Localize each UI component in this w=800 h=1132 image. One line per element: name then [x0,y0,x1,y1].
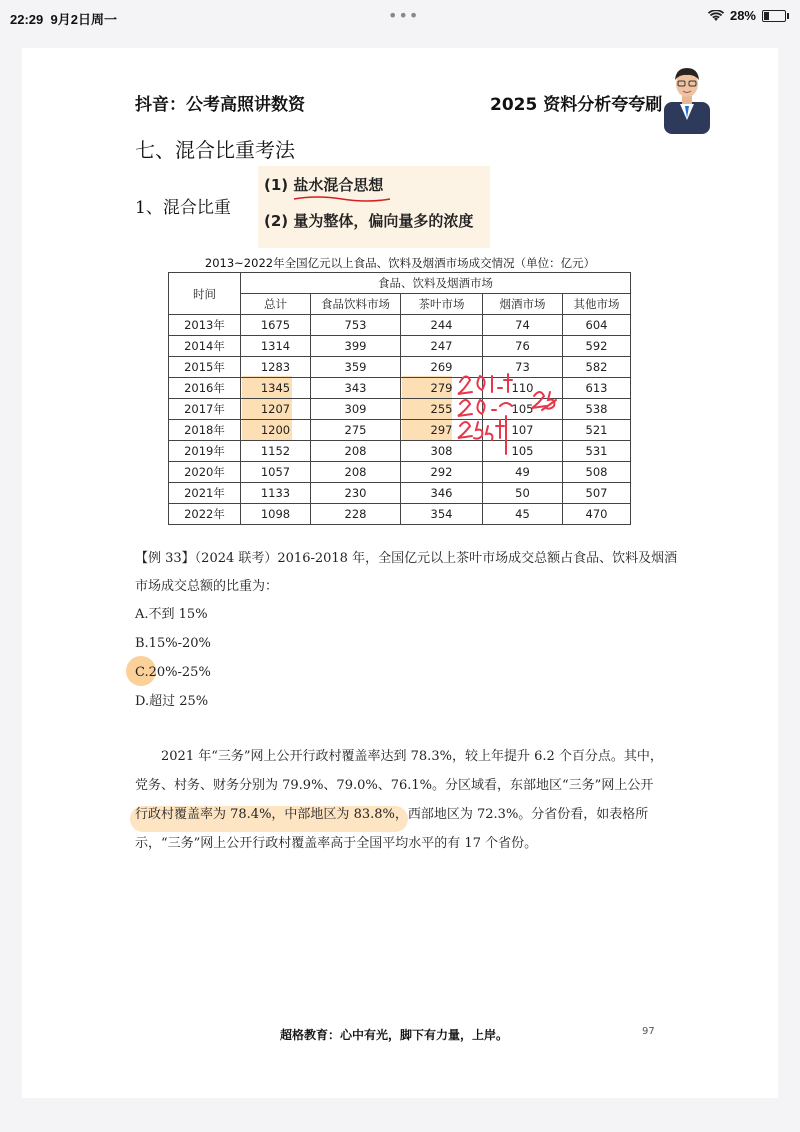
status-right [708,8,786,23]
table-cell: 507 [563,483,631,504]
table-cell: 297 [401,420,483,441]
wifi-icon [708,10,724,22]
presenter-avatar [658,64,716,134]
battery-icon [762,10,786,22]
table-cell: 604 [563,315,631,336]
table-cell: 538 [563,399,631,420]
row-year: 2020年 [169,462,241,483]
underline-scribble [292,194,392,204]
table-cell: 613 [563,378,631,399]
table-cell: 1152 [241,441,311,462]
sub-title: 1、混合比重 [135,198,231,218]
market-table [168,272,631,525]
table-cell: 1207 [241,399,311,420]
table-cell: 1345 [241,378,311,399]
table-cell: 49 [483,462,563,483]
sub-header-0: 总计 [241,294,311,315]
paragraph-line-2: 党务、村务、财务分别为 79.9%、79.0%、76.1%。分区域看，东部地区“三务”网上公开 [135,778,654,793]
paragraph-line-1: 2021 年“三务”网上公开行政村覆盖率达到 78.3%，较上年提升 6.2 个百分点。其中， [161,749,663,764]
page-number: 97 [642,1026,655,1037]
table-cell: 244 [401,315,483,336]
table-cell: 76 [483,336,563,357]
table-cell: 1098 [241,504,311,525]
table-cell: 247 [401,336,483,357]
table-cell: 292 [401,462,483,483]
table-cell: 354 [401,504,483,525]
table-cell: 753 [311,315,401,336]
table-cell: 107 [483,420,563,441]
table-cell: 105 [483,399,563,420]
table-cell: 45 [483,504,563,525]
table-body [169,315,631,525]
callout-line-1: (1) 盐水混合思想 [264,176,384,194]
row-year: 2022年 [169,504,241,525]
sub-header-3: 烟酒市场 [483,294,563,315]
battery-percent: 28% [729,8,756,23]
row-year: 2018年 [169,420,241,441]
paragraph-line-3: 行政村覆盖率为 78.4%，中部地区为 83.8%，西部地区为 72.3%。分省份看，如表格所 [135,807,649,822]
table-row [169,336,631,357]
callout-line-2: (2) 量为整体，偏向量多的浓度 [264,212,474,230]
option-a[interactable]: A.不到 15% [135,607,208,622]
table-cell: 531 [563,441,631,462]
table-cell: 359 [311,357,401,378]
table-cell: 508 [563,462,631,483]
table-cell: 228 [311,504,401,525]
table-cell: 110 [483,378,563,399]
table-cell: 255 [401,399,483,420]
table-row [169,399,631,420]
table-cell: 74 [483,315,563,336]
row-year: 2017年 [169,399,241,420]
question-stem-1: 【例 33】（2024 联考）2016-2018 年，全国亿元以上茶叶市场成交总额占食品、饮料及烟酒 [135,551,678,566]
page-footer: 超格教育：心中有光，脚下有力量，上岸。 [280,1028,509,1042]
status-time: 22:29 9月2日周一 [10,12,117,27]
table-row [169,378,631,399]
row-year: 2013年 [169,315,241,336]
table-row [169,441,631,462]
handwritten-annotations [450,370,560,456]
table-cell: 1200 [241,420,311,441]
table-row [169,462,631,483]
text-paragraph [135,742,695,858]
option-b[interactable]: B.15%-20% [135,636,211,651]
table-cell: 470 [563,504,631,525]
row-year: 2021年 [169,483,241,504]
table-cell: 208 [311,441,401,462]
table-cell: 50 [483,483,563,504]
table-cell: 1314 [241,336,311,357]
table-cell: 1675 [241,315,311,336]
table-cell: 275 [311,420,401,441]
table-cell: 1283 [241,357,311,378]
row-year: 2014年 [169,336,241,357]
table-cell: 399 [311,336,401,357]
table-cell: 279 [401,378,483,399]
option-c[interactable]: C.20%-25% [135,665,211,680]
col-time-header: 时间 [169,273,241,315]
table-cell: 269 [401,357,483,378]
header-left: 抖音：公考高照讲数资 [135,95,305,115]
table-cell: 592 [563,336,631,357]
table-cell: 521 [563,420,631,441]
table-row [169,357,631,378]
status-date: 9月2日周一 [50,12,117,27]
sub-header-2: 茶叶市场 [401,294,483,315]
table-cell: 308 [401,441,483,462]
table-cell: 230 [311,483,401,504]
sub-header-1: 食品饮料市场 [311,294,401,315]
row-year: 2016年 [169,378,241,399]
table-cell: 208 [311,462,401,483]
table-cell: 1057 [241,462,311,483]
table-row [169,504,631,525]
table-cell: 343 [311,378,401,399]
sub-header-4: 其他市场 [563,294,631,315]
table-caption: 2013~2022年全国亿元以上食品、饮料及烟酒市场成交情况（单位：亿元） [204,256,596,270]
table-cell: 1133 [241,483,311,504]
option-d[interactable]: D.超过 25% [135,694,209,709]
table-cell: 309 [311,399,401,420]
status-bar [0,0,800,34]
row-year: 2015年 [169,357,241,378]
group-header: 食品、饮料及烟酒市场 [241,273,631,294]
table-cell: 346 [401,483,483,504]
note-callout [258,166,490,248]
row-year: 2019年 [169,441,241,462]
battery-fill [764,12,769,20]
table-row [169,420,631,441]
more-dots-icon[interactable]: ••• [388,6,420,25]
header-right: 2025 资料分析夸夸刷 [490,95,663,115]
table-row [169,315,631,336]
question-stem-2: 市场成交总额的比重为： [135,579,279,594]
table-row [169,483,631,504]
table-cell: 582 [563,357,631,378]
paragraph-line-4: 示，“三务”网上公开行政村覆盖率高于全国平均水平的有 17 个省份。 [135,836,538,851]
section-title: 七、混合比重考法 [135,138,295,162]
table-cell: 73 [483,357,563,378]
document-page [22,48,778,1098]
table-cell: 105 [483,441,563,462]
